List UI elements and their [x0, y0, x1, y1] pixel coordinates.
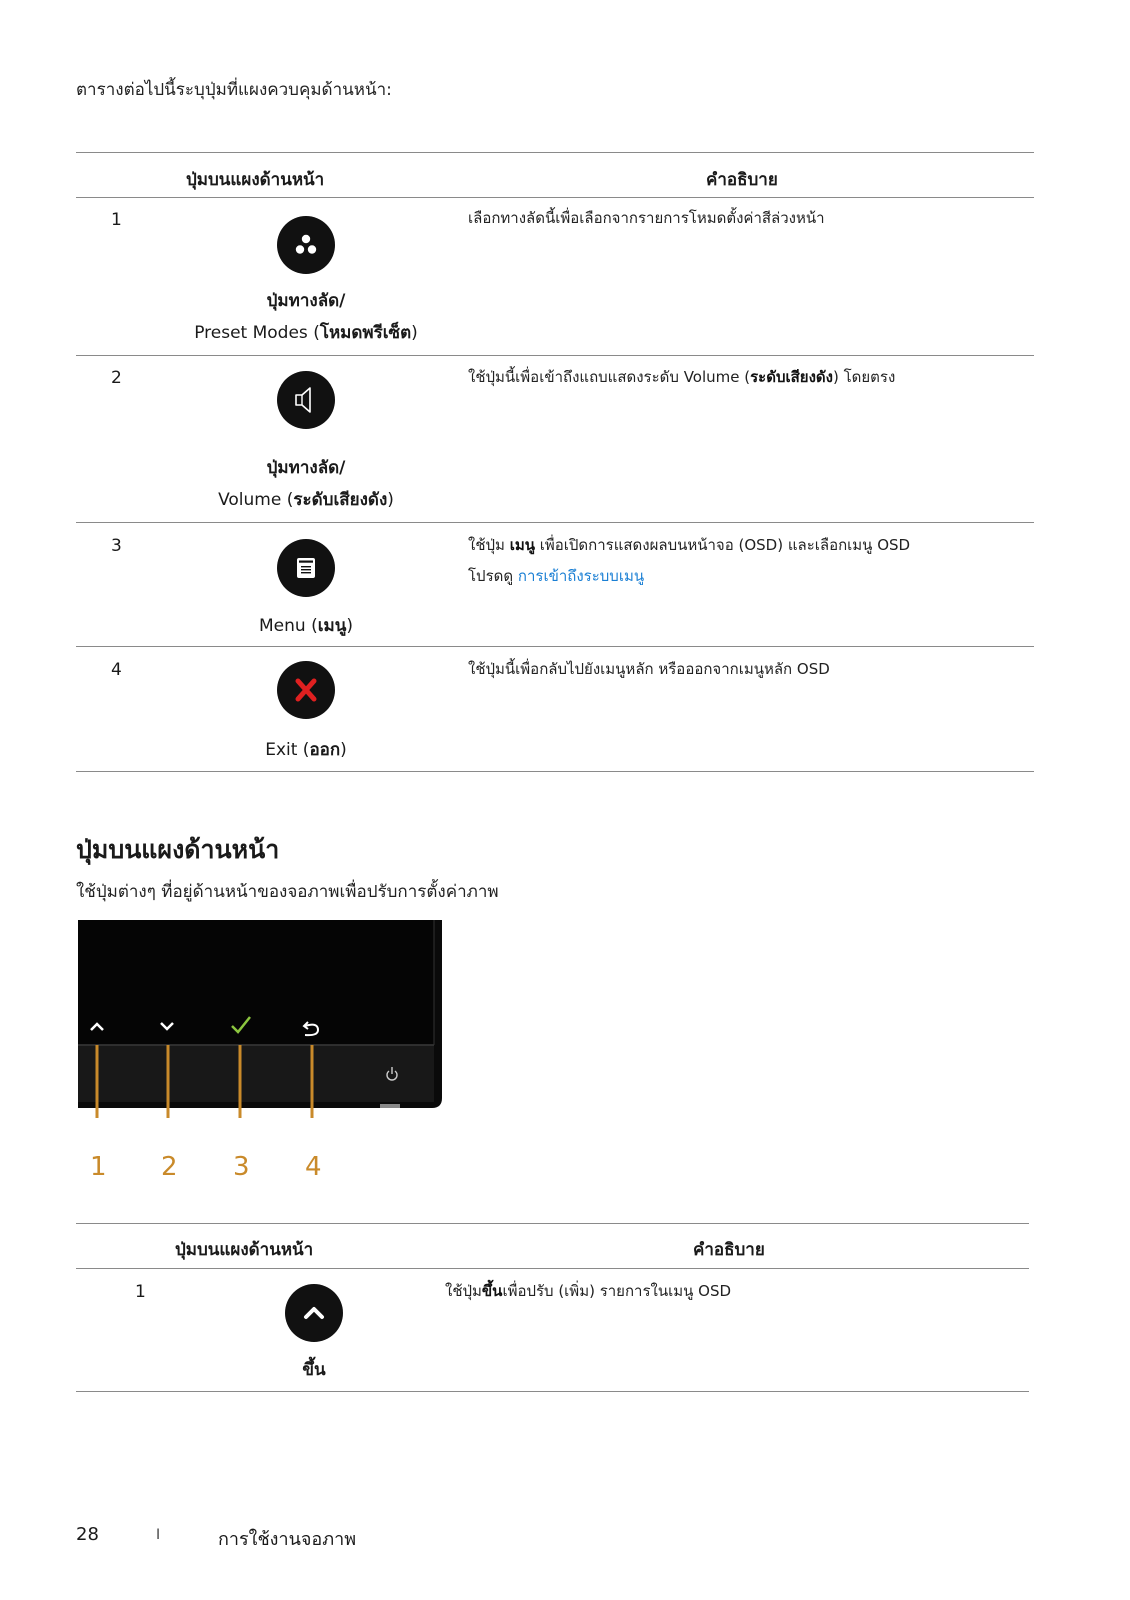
footer-separator: I	[156, 1527, 161, 1543]
row-divider	[76, 646, 1034, 647]
row-description: ใช้ปุ่มนี้เพื่อเข้าถึงแถบแสดงระดับ Volume (ระดับเสียงดัง) โดยตรง	[468, 368, 896, 386]
row-description: ใช้ปุ่ม เมนู เพื่อเปิดการแสดงผลบนหน้าจอ (OSD) และเลือกเมนู OSD โปรดดู การเข้าถึงระบบเมนู	[468, 536, 911, 585]
intro-text: ตารางต่อไปนี้ระบุปุ่มที่แผงควบคุมด้านหน้า:	[76, 80, 392, 100]
up-arrow-icon	[285, 1284, 343, 1342]
row-divider	[76, 355, 1034, 356]
row-divider	[76, 522, 1034, 523]
row-description: ใช้ปุ่มนี้เพื่อกลับไปยังเมนูหลัก หรือออกจากเมนูหลัก OSD	[468, 660, 830, 678]
menu-caption: Menu (เมนู)	[259, 616, 353, 636]
speaker-icon	[277, 371, 335, 429]
table2-top-rule	[76, 1223, 1029, 1224]
menu-icon	[277, 539, 335, 597]
button-label-2: 2	[161, 1152, 178, 1182]
preset-modes-icon	[277, 216, 335, 274]
table1-top-rule	[76, 152, 1034, 153]
table2-header-description: คำอธิบาย	[693, 1240, 765, 1260]
section-intro: ใช้ปุ่มต่างๆ ที่อยู่ด้านหน้าของจอภาพเพื่อปรับการตั้งค่าภาพ	[76, 882, 499, 902]
row-number: 2	[111, 368, 122, 388]
page-number: 28	[76, 1524, 99, 1545]
monitor-front-panel-illustration	[76, 918, 446, 1118]
exit-caption: Exit (ออก)	[265, 740, 347, 760]
table2-bottom-rule	[76, 1391, 1029, 1392]
button-label-1: 1	[90, 1152, 107, 1182]
table2-header-button: ปุ่มบนแผงด้านหน้า	[175, 1240, 314, 1260]
button-label-4: 4	[305, 1152, 322, 1182]
row-number: 1	[111, 210, 122, 230]
row-description: เลือกทางลัดนี้เพื่อเลือกจากรายการโหมดตั้งค่าสีล่วงหน้า	[468, 209, 825, 227]
table1-header-button: ปุ่มบนแผงด้านหน้า	[186, 170, 325, 190]
row-number: 4	[111, 660, 122, 680]
table1-header-rule	[76, 197, 1034, 198]
preset-modes-caption: ปุ่มทางลัด/ Preset Modes (โหมดพรีเซ็ต)	[194, 291, 418, 343]
footer-title: การใช้งานจอภาพ	[218, 1529, 357, 1550]
table2-header-rule	[76, 1268, 1029, 1269]
menu-access-link[interactable]: การเข้าถึงระบบเมนู	[517, 567, 645, 585]
section-title: ปุ่มบนแผงด้านหน้า	[76, 835, 280, 864]
exit-icon	[277, 661, 335, 719]
table1-header-description: คำอธิบาย	[706, 170, 778, 190]
volume-caption: ปุ่มทางลัด/ Volume (ระดับเสียงดัง)	[218, 458, 394, 510]
button-label-3: 3	[233, 1152, 250, 1182]
up-caption: ขึ้น	[302, 1360, 326, 1380]
row-description: ใช้ปุ่มขึ้นเพื่อปรับ (เพิ่ม) รายการในเมนู OSD	[445, 1282, 732, 1300]
table1-bottom-rule	[76, 771, 1034, 772]
row-number: 3	[111, 536, 122, 556]
row-number: 1	[135, 1282, 146, 1302]
